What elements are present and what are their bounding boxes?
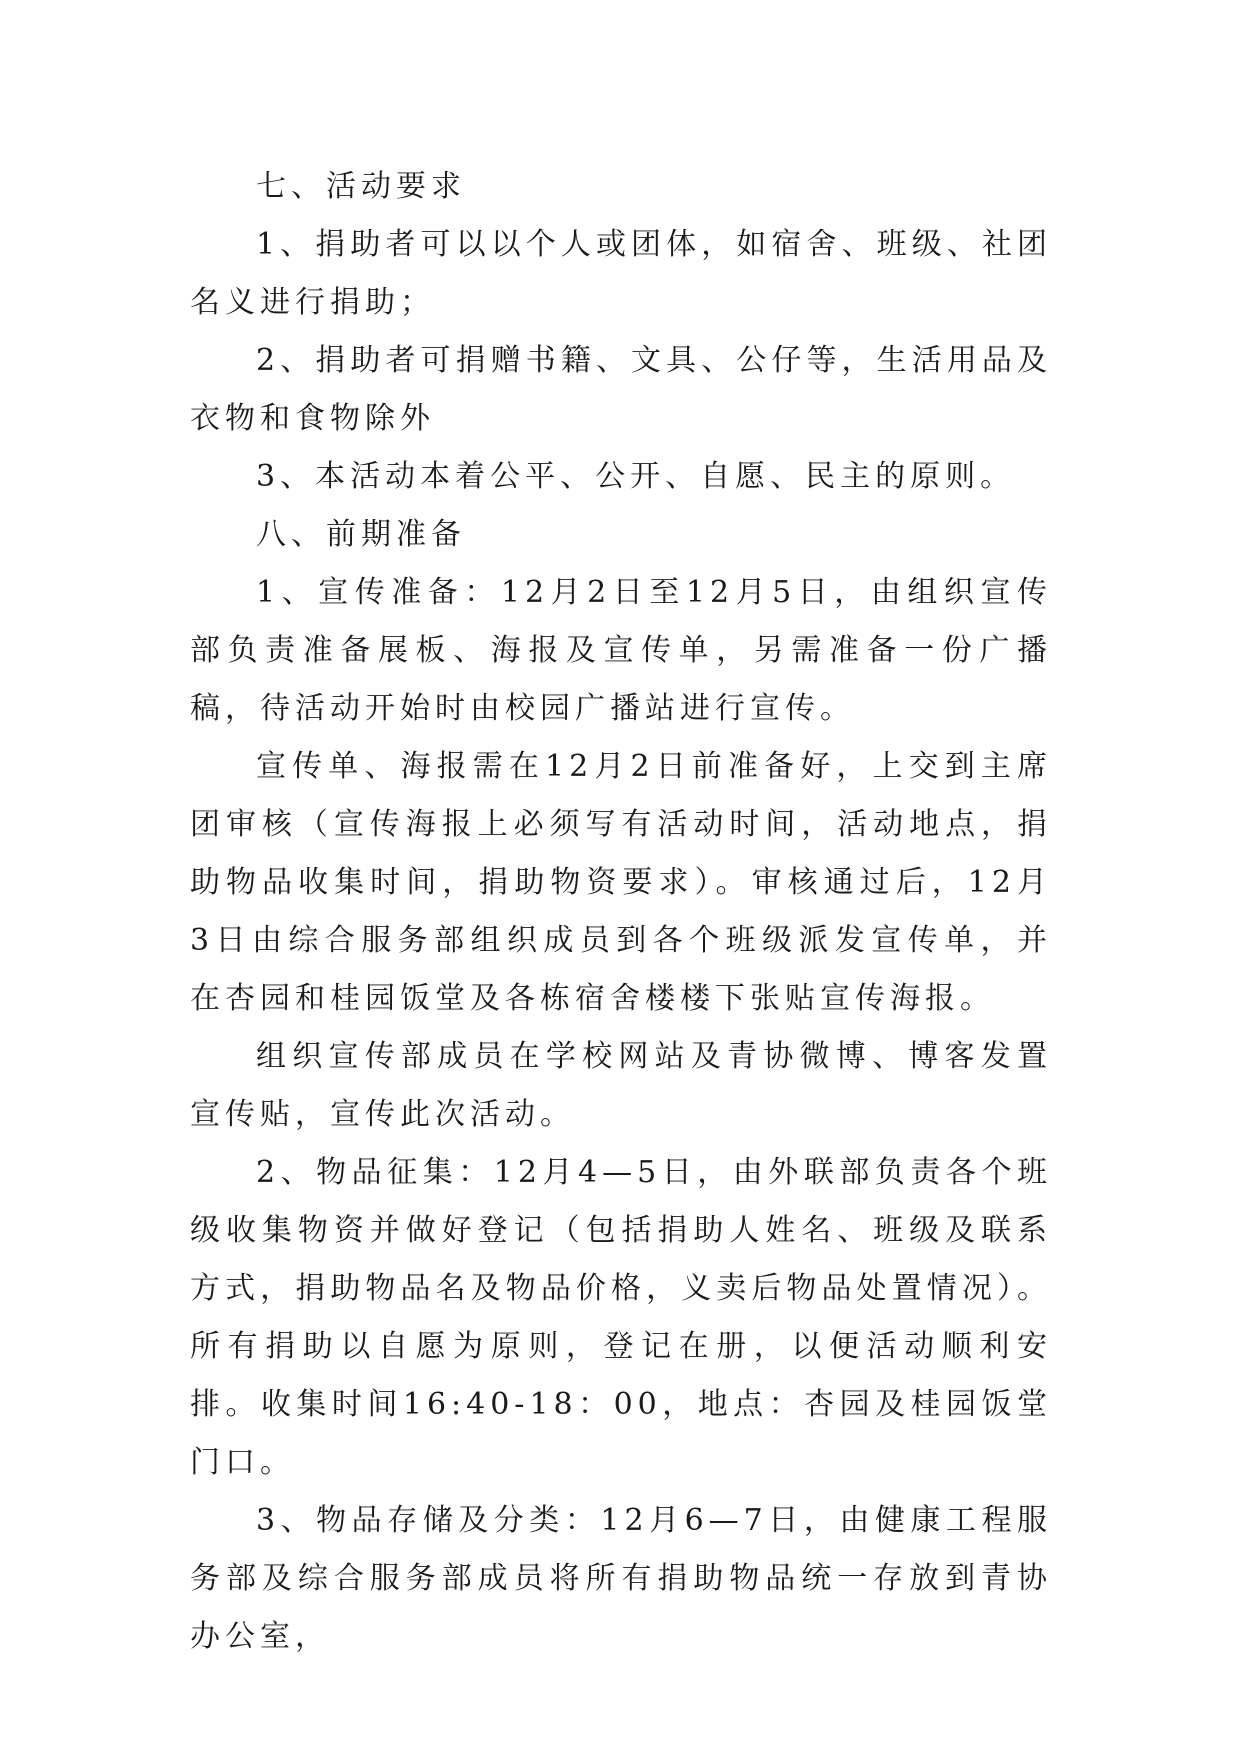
paragraph-requirement-2: 2、捐助者可捐赠书籍、文具、公仔等，生活用品及衣物和食物除外 <box>190 343 1052 436</box>
section-heading-preparation: 八、前期准备 <box>256 517 466 552</box>
paragraph-publicity-prep: 1、宣传准备：12月2日至12月5日，由组织宣传部负责准备展板、海报及宣传单，另需准备一份广播稿，待活动开始时由校园广播站进行宣传。 <box>190 575 1052 726</box>
paragraph-requirement-3: 3、本活动本着公平、公开、自愿、民主的原则。 <box>256 459 1016 494</box>
section-heading-requirements: 七、活动要求 <box>256 169 466 204</box>
paragraph-requirement-1: 1、捐助者可以以个人或团体，如宿舍、班级、社团名义进行捐助； <box>190 227 1052 320</box>
paragraph-flyer-review: 宣传单、海报需在12月2日前准备好，上交到主席团审核（宣传海报上必须写有活动时间，活动地点，捐助物品收集时间，捐助物资要求）。审核通过后，12月3日由综合服务部组织成员到各个班级派发宣传单，并在杏园和桂园饭堂及各栋宿舍楼楼下张贴宣传海报。 <box>190 749 1052 1016</box>
document-body <box>190 158 1052 1666</box>
paragraph-online-publicity: 组织宣传部成员在学校网站及青协微博、博客发置宣传贴，宣传此次活动。 <box>190 1039 1052 1132</box>
paragraph-item-collection: 2、物品征集：12月4—5日，由外联部负责各个班级收集物资并做好登记（包括捐助人姓名、班级及联系方式，捐助物品名及物品价格，义卖后物品处置情况）。所有捐助以自愿为原则，登记在册，以便活动顺利安排。收集时间16:40-18：00，地点：杏园及桂园饭堂门口。 <box>190 1155 1052 1480</box>
paragraph-item-storage: 3、物品存储及分类：12月6—7日，由健康工程服务部及综合服务部成员将所有捐助物品统一存放到青协办公室， <box>190 1503 1052 1654</box>
